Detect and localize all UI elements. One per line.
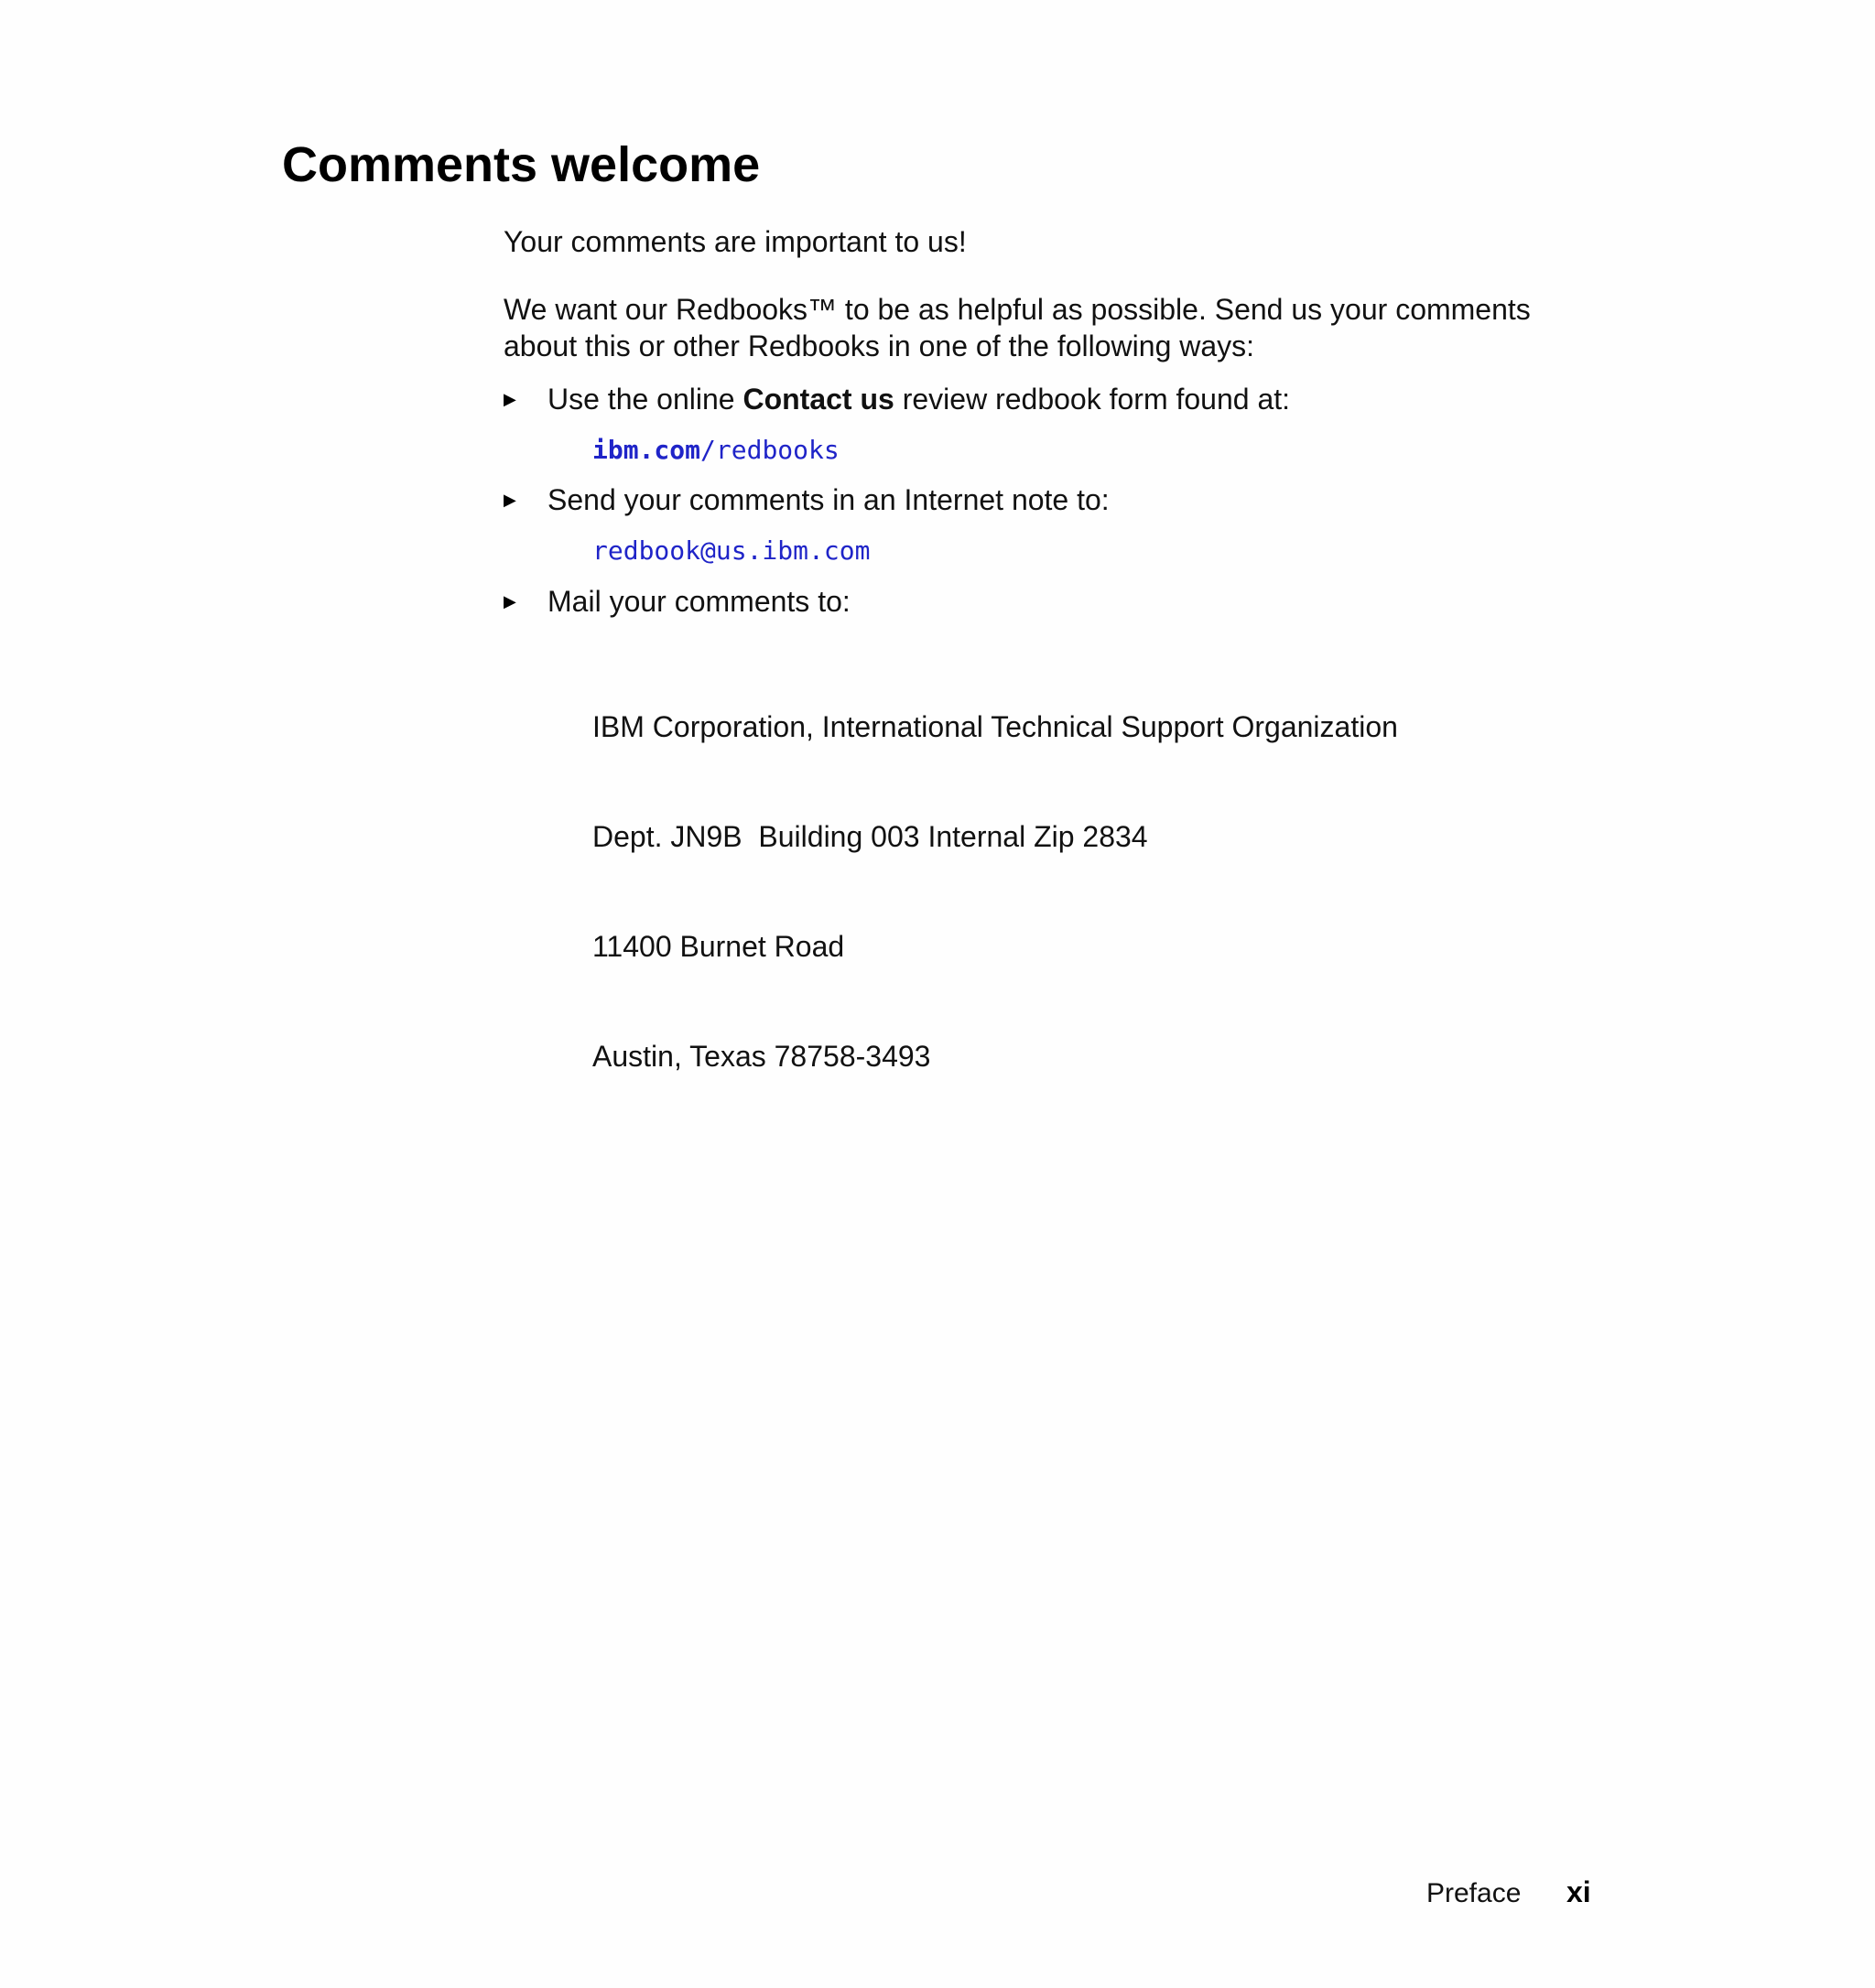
mailing-address: [592, 635, 1398, 1111]
section-heading: Comments welcome: [282, 137, 761, 192]
redbooks-url-link[interactable]: [592, 434, 840, 467]
address-line: Austin, Texas 78758-3493: [592, 1040, 931, 1073]
intro-paragraph: [504, 291, 1531, 364]
paragraph-line: about this or other Redbooks in one of the following ways:: [504, 330, 1255, 362]
list-item-text: review redbook form found at:: [894, 383, 1291, 416]
bullet-triangle-icon: ▶: [504, 390, 516, 408]
bullet-triangle-icon: ▶: [504, 491, 516, 509]
list-item-text: Use the online: [547, 383, 743, 416]
address-line: IBM Corporation, International Technical Support Organization: [592, 710, 1398, 743]
url-path: /redbooks: [700, 435, 840, 465]
intro-text: Your comments are important to us!: [504, 225, 967, 258]
url-domain: ibm.com: [592, 435, 701, 465]
bullet-triangle-icon: ▶: [504, 592, 516, 610]
contact-us-label: Contact us: [742, 383, 894, 416]
address-line: 11400 Burnet Road: [592, 930, 845, 963]
page-number: xi: [1566, 1875, 1591, 1908]
list-item-email: Send your comments in an Internet note to:: [547, 483, 1110, 516]
list-item-mail: Mail your comments to:: [547, 585, 851, 618]
paragraph-line: We want our Redbooks™ to be as helpful as possible. Send us your comments: [504, 293, 1531, 326]
footer-section-label: Preface: [1426, 1878, 1522, 1908]
address-line: Dept. JN9B Building 003 Internal Zip 2834: [592, 820, 1148, 853]
list-item-contact-form: [547, 381, 1290, 417]
email-link[interactable]: redbook@us.ibm.com: [592, 535, 871, 566]
